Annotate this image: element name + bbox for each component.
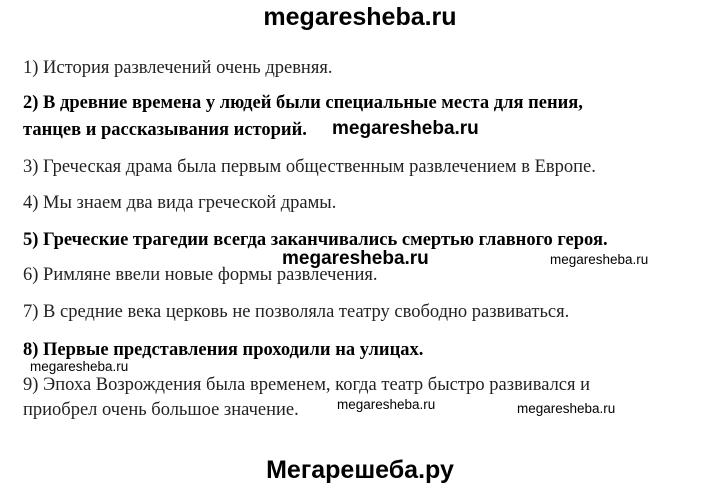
watermark: megaresheba.ru [337,397,436,412]
answer-1: 1) История развлечений очень древняя. [23,58,333,78]
answer-2-line-2: танцев и рассказывания историй. [23,120,307,140]
watermark: megaresheba.ru [517,401,616,416]
watermark: megaresheba.ru [282,248,429,269]
footer-brand: Мегарешеба.ру [266,456,454,484]
answer-9-line-1: 9) Эпоха Возрождения была временем, когда театр быстро развивался и [23,375,591,395]
answer-7: 7) В средние века церковь не позволяла театру свободно развиваться. [23,302,570,322]
watermark: megaresheba.ru [550,252,649,267]
watermark: megaresheba.ru [332,118,479,139]
answer-5: 5) Греческие трагедии всегда заканчивались смертью главного героя. [23,230,608,250]
answer-9-line-2: приобрел очень большое значение. [23,400,299,420]
answer-4: 4) Мы знаем два вида греческой драмы. [23,193,337,213]
answer-6: 6) Римляне ввели новые формы развлечения. [23,265,378,285]
watermark: megaresheba.ru [30,359,129,374]
answer-3: 3) Греческая драма была первым общественным развлечением в Европе. [23,157,596,177]
answer-2-line-1: 2) В древние времена у людей были специальные места для пения, [23,93,583,113]
answer-8: 8) Первые представления проходили на улицах. [23,340,424,360]
site-header: megaresheba.ru [263,3,457,31]
